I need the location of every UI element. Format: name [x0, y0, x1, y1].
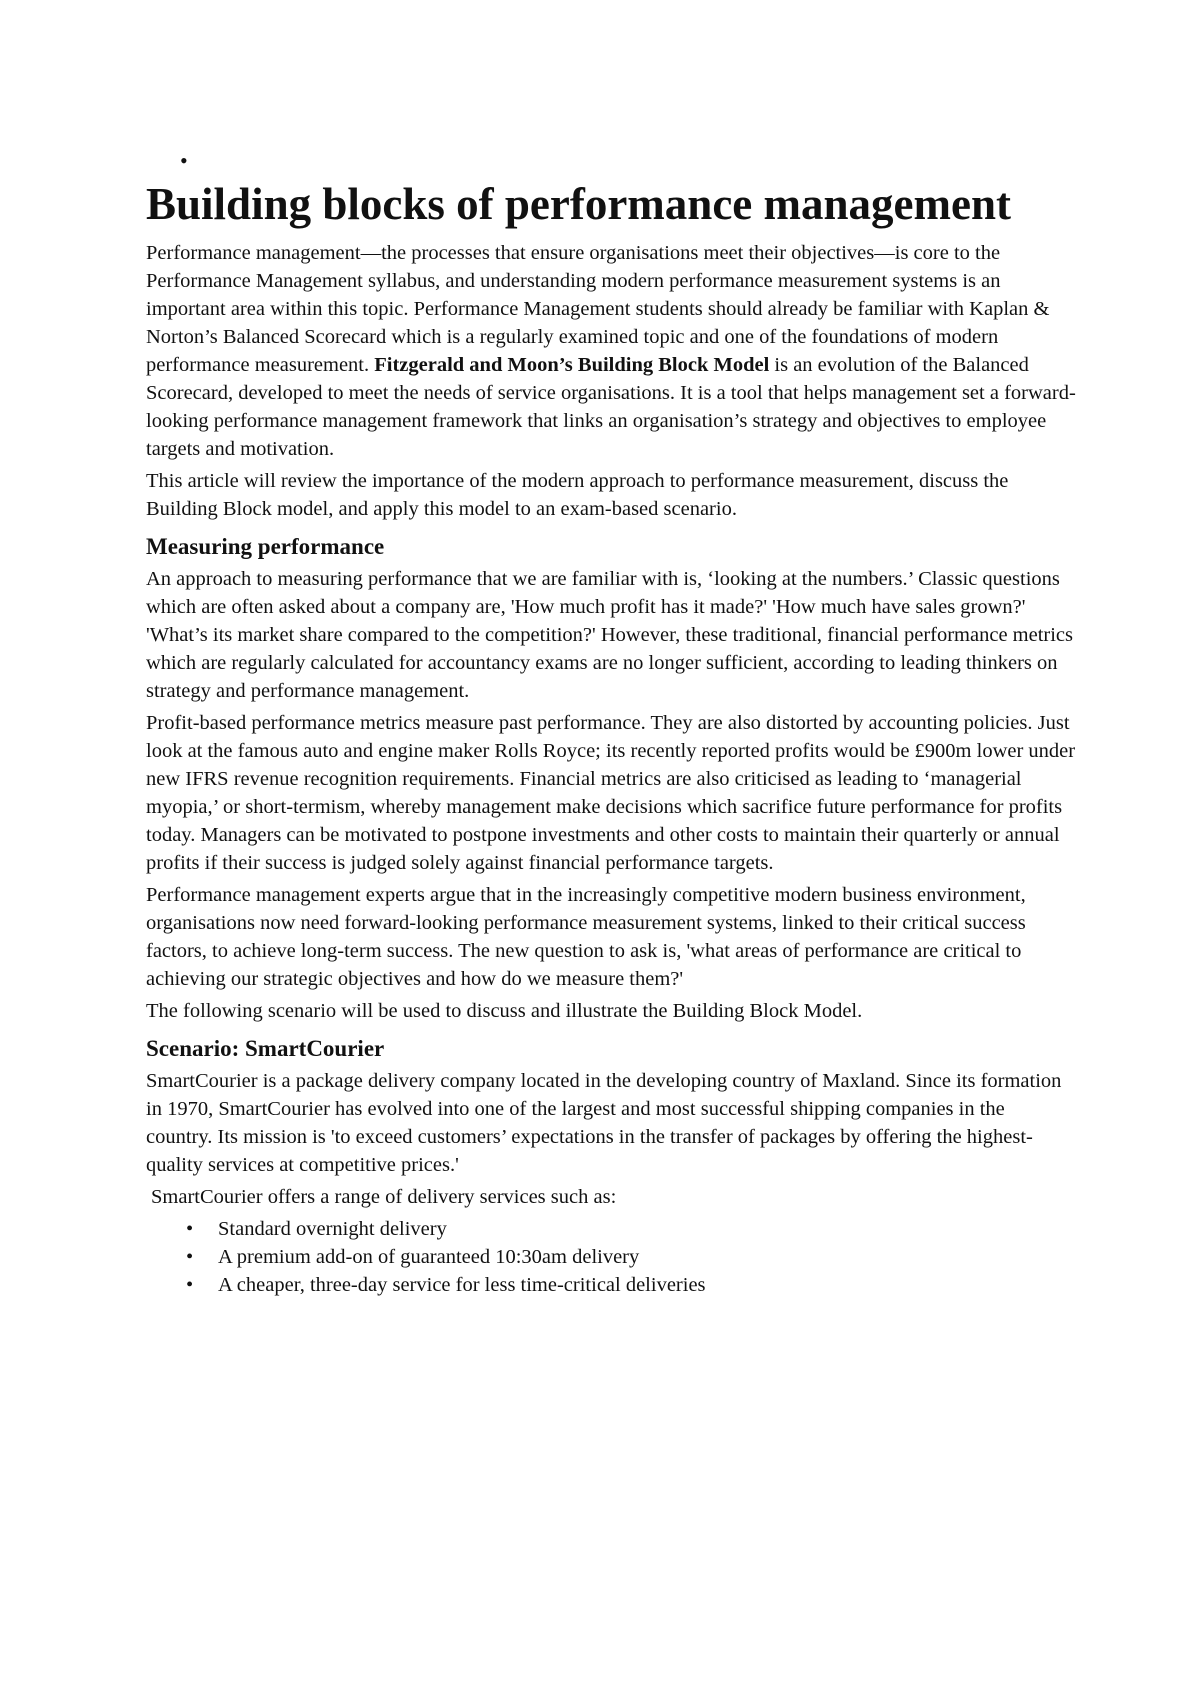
- list-item-text: Standard overnight delivery: [218, 1218, 447, 1240]
- article-title: Building blocks of performance management: [146, 179, 1011, 229]
- list-item: [146, 1271, 1076, 1299]
- list-item: [146, 1243, 1076, 1271]
- intro-paragraph-2: This article will review the importance of the modern approach to performance measurement, discuss the Building Block model, and apply this model to an exam-based scenario.: [146, 470, 1009, 520]
- list-item-text: A premium add-on of guaranteed 10:30am delivery: [218, 1246, 640, 1268]
- scenario-paragraph-1: SmartCourier is a package delivery company located in the developing country of Maxland. Since its formation in 1970, SmartCourier has evolved into one of the largest and most successful shipping companies in the country. Its mission is 'to exceed customers’ expectations in the transfer of packages by offering the highest-quality services at competitive prices.': [146, 1070, 1062, 1176]
- bullet-icon: •: [186, 1218, 194, 1240]
- measuring-paragraph-2: Profit-based performance metrics measure past performance. They are also distorted by accounting policies. Just look at the famous auto and engine maker Rolls Royce; its recently reported profits would be £900m lower under new IFRS revenue recognition requirements. Financial metrics are also criticised as leading to ‘managerial myopia,’ or short-termism, whereby management make decisions which sacrifice future performance for profits today. Managers can be motivated to postpone investments and other costs to maintain their quarterly or annual profits if their success is judged solely against financial performance targets.: [146, 712, 1076, 874]
- list-item-text: A cheaper, three-day service for less time-critical deliveries: [218, 1274, 706, 1296]
- document-page: [146, 150, 1076, 1299]
- measuring-paragraph-4: The following scenario will be used to discuss and illustrate the Building Block Model.: [146, 1000, 863, 1022]
- heading-measuring-performance: Measuring performance: [146, 534, 385, 559]
- heading-scenario: Scenario: SmartCourier: [146, 1036, 385, 1061]
- bullet-icon: •: [186, 1246, 194, 1268]
- services-list: [146, 1215, 1076, 1299]
- list-item: [146, 1215, 1076, 1243]
- measuring-paragraph-1: An approach to measuring performance that we are familiar with is, ‘looking at the numbers.’ Classic questions which are often asked about a company are, 'How much profit has it made?' 'How much have sales grown?' 'What’s its market share compared to the competition?' However, these traditional, financial performance metrics which are regularly calculated for accountancy exams are no longer sufficient, according to leading thinkers on strategy and performance management.: [146, 568, 1074, 702]
- measuring-paragraph-3: Performance management experts argue that in the increasingly competitive modern business environment, organisations now need forward-looking performance measurement systems, linked to their critical success factors, to achieve long-term success. The new question to ask is, 'what areas of performance are critical to achieving our strategic objectives and how do we measure them?': [146, 884, 1026, 990]
- intro-text-rest: is an evolution of the Balanced Scorecard, developed to meet the needs of service organisations. It is a tool that helps management set a forward-looking performance management framework that links an organisation’s strategy and objectives to employee targets and motivation.: [146, 354, 1076, 460]
- bullet-icon: •: [186, 1274, 194, 1296]
- model-name-bold: Fitzgerald and Moon’s Building Block Model: [374, 354, 770, 376]
- scenario-paragraph-2: SmartCourier offers a range of delivery services such as:: [151, 1186, 617, 1208]
- stray-bullet: •: [180, 148, 188, 173]
- intro-text: Performance management—the processes that ensure organisations meet their objectives—is core to the Performance Management syllabus, and understanding modern performance measurement systems is an important area within this topic. Performance Management students should already be familiar with Kaplan & Norton’s Balanced Scorecard which is a regularly examined topic and one of the foundations of modern performance measurement.: [146, 242, 1050, 376]
- intro-paragraph-1: [146, 239, 1076, 463]
